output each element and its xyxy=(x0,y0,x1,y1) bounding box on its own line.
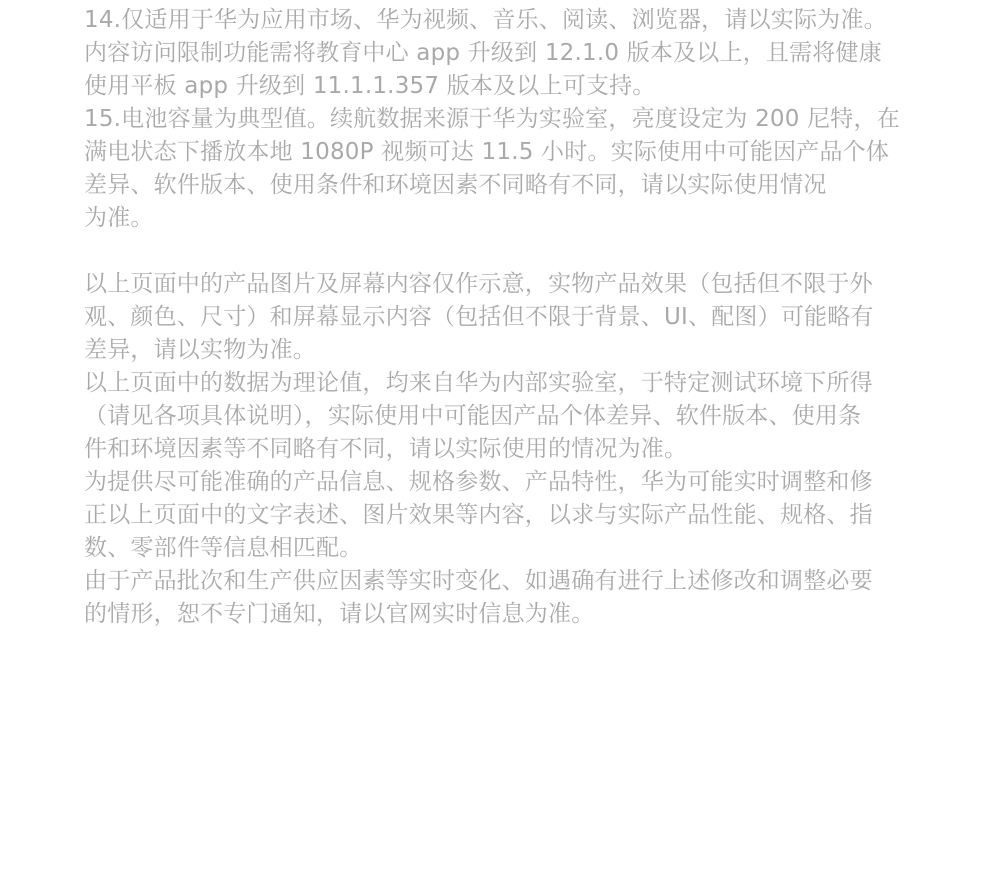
text-line: 观、颜色、尺寸）和屏幕显示内容（包括但不限于背景、UI、配图）可能略有 xyxy=(84,304,874,330)
text-line: 15.电池容量为典型值。续航数据来源于华为实验室，亮度设定为 200 尼特，在 xyxy=(84,106,900,132)
text-line: 由于产品批次和生产供应因素等实时变化、如遇确有进行上述修改和调整必要 xyxy=(84,568,873,594)
text-line: 满电状态下播放本地 1080P 视频可达 11.5 小时。实际使用中可能因产品个体 xyxy=(84,139,890,165)
disclaimer-product-images xyxy=(84,268,910,367)
text-line: 以上页面中的数据为理论值，均来自华为内部实验室，于特定测试环境下所得 xyxy=(84,370,873,396)
text-line: 差异，请以实物为准。 xyxy=(84,337,316,363)
text-line: 的情形，恕不专门通知，请以官网实时信息为准。 xyxy=(84,601,595,627)
disclaimer-theoretical-data xyxy=(84,367,910,466)
text-line: 正以上页面中的文字表述、图片效果等内容，以求与实际产品性能、规格、指 xyxy=(84,502,873,528)
note-15-battery xyxy=(84,103,910,235)
text-line: 14.仅适用于华为应用市场、华为视频、音乐、阅读、浏览器，请以实际为准。 xyxy=(84,7,887,33)
note-14-app-scope xyxy=(84,4,910,103)
text-line: 内容访问限制功能需将教育中心 app 升级到 12.1.0 版本及以上，且需将健康 xyxy=(84,40,882,66)
text-line: 差异、软件版本、使用条件和环境因素不同略有不同，请以实际使用情况 xyxy=(84,172,827,198)
disclaimer-no-special-notice xyxy=(84,565,910,631)
text-line: 数、零部件等信息相匹配。 xyxy=(84,535,363,561)
text-line: 使用平板 app 升级到 11.1.1.357 版本及以上可支持。 xyxy=(84,73,656,99)
disclaimer-realtime-adjustment xyxy=(84,466,910,565)
text-line: （请见各项具体说明），实际使用中可能因产品个体差异、软件版本、使用条 xyxy=(84,403,862,429)
text-line: 以上页面中的产品图片及屏幕内容仅作示意，实物产品效果（包括但不限于外 xyxy=(84,271,873,297)
text-line: 件和环境因素等不同略有不同，请以实际使用的情况为准。 xyxy=(84,436,688,462)
text-line: 为准。 xyxy=(84,205,154,231)
text-line: 为提供尽可能准确的产品信息、规格参数、产品特性，华为可能实时调整和修 xyxy=(84,469,873,495)
